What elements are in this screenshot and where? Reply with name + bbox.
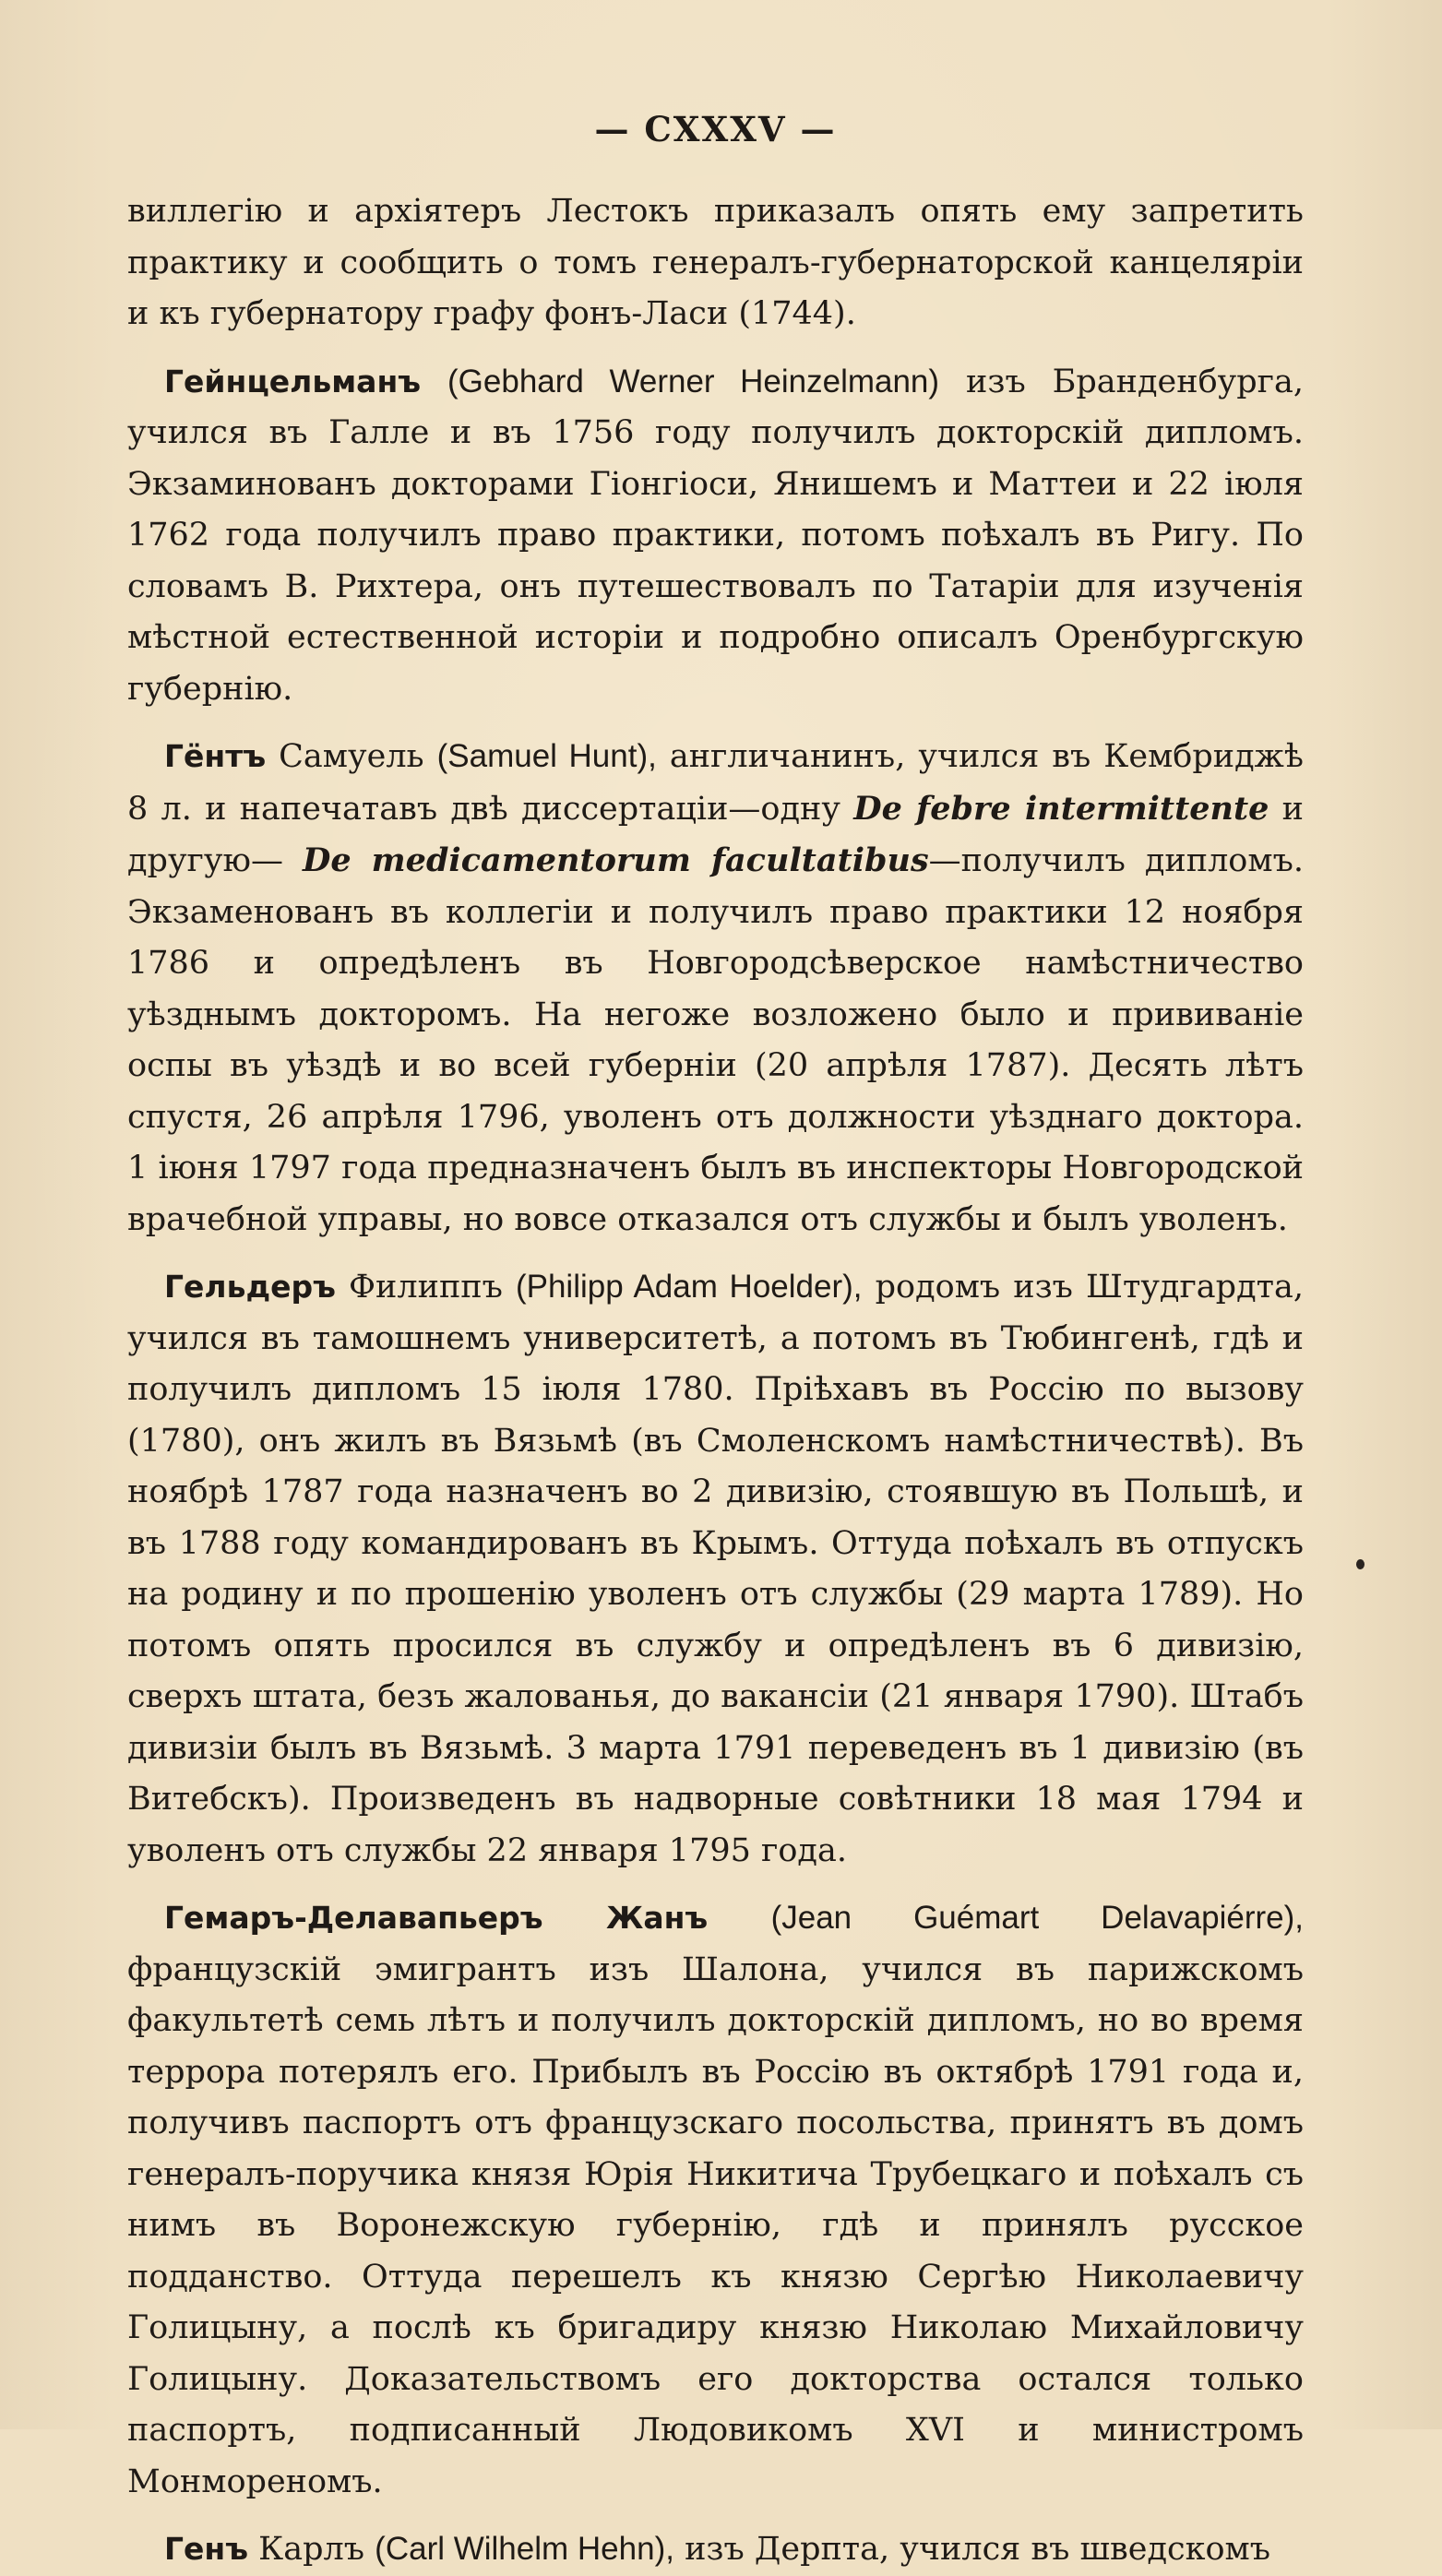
entry-guemart-delavapierre bbox=[127, 1892, 1304, 2508]
entry-given-name: Жанъ bbox=[605, 1900, 709, 1936]
entry-name: Гёнтъ bbox=[164, 738, 267, 774]
entry-text: изъ Дерпта, учился въ шведскомъ bbox=[685, 2531, 1271, 2568]
entry-latin-name: (Philipp Adam Hoelder), bbox=[515, 1269, 863, 1305]
entry-latin-name: (Carl Wilhelm Hehn), bbox=[375, 2531, 674, 2567]
entry-latin-name: (Gebhard Werner Heinzelmann) bbox=[447, 363, 940, 400]
entry-latin-name: (Samuel Hunt), bbox=[436, 738, 657, 774]
entry-name: Гемаръ-Делавапьеръ bbox=[164, 1900, 543, 1936]
page-number-header: — CXXXV — bbox=[594, 109, 837, 149]
entry-name: Гейнцельманъ bbox=[164, 363, 422, 400]
entry-text: и другую— bbox=[127, 790, 1304, 879]
entry-given-name: Филиппъ bbox=[349, 1269, 503, 1306]
entry-text: англичанинъ, учился въ Кембриджѣ 8 л. и напечатавъ двѣ диссертаціи—одну bbox=[127, 738, 1304, 828]
entry-name: Гельдеръ bbox=[164, 1269, 336, 1305]
entry-name: Генъ bbox=[164, 2531, 249, 2567]
entry-hunt bbox=[127, 731, 1304, 1246]
entry-given-name: Карлъ bbox=[258, 2531, 365, 2568]
dissertation-title: De medicamentorum facultatibus bbox=[302, 841, 929, 879]
entry-heinzelmann bbox=[127, 356, 1304, 716]
entry-text: —получилъ дипломъ. Экзаменованъ въ коллегіи и получилъ право практики 12 ноября 1786 и опредѣленъ въ Новгородсѣверское намѣстничество уѣзднымъ докторомъ. На негоже возложено было и прививаніе оспы въ уѣздѣ и во всей губерніи (20 апрѣля 1787). Десять лѣтъ спустя, 26 апрѣля 1796, уволенъ отъ должности уѣзднаго доктора. 1 іюня 1797 года предназначенъ былъ въ инспекторы Новгородской врачебной управы, но вовсе отказался отъ службы и былъ уволенъ. bbox=[127, 842, 1304, 1238]
dissertation-title: De febre intermittente bbox=[853, 789, 1269, 828]
entry-given-name: Самуель bbox=[279, 738, 424, 775]
paragraph-text: виллегію и архіятеръ Лестокъ приказалъ опять ему запретить практику и сообщить о томъ генералъ-губернаторской канцеляріи и къ губернатору графу фонъ-Ласи (1744). bbox=[127, 193, 1304, 332]
entry-hoelder bbox=[127, 1261, 1304, 1877]
entry-text: родомъ изъ Штудгардта, учился въ тамошнемъ университетѣ, а потомъ въ Тюбингенѣ, гдѣ и получилъ дипломъ 15 іюля 1780. Пріѣхавъ въ Россію по вызову (1780), онъ жилъ въ Вязьмѣ (въ Смоленскомъ намѣстничествѣ). Въ ноябрѣ 1787 года назначенъ во 2 дивизію, стоявшую въ Польшѣ, и въ 1788 году командированъ въ Крымъ. Оттуда поѣхалъ въ отпускъ на родину и по прошенію уволенъ отъ службы (29 марта 1789). Но потомъ опять просился въ службу и опредѣленъ въ 6 дивизію, сверхъ штата, безъ жалованья, до вакансіи (21 января 1790). Штабъ дивизіи былъ въ Вязьмѣ. 3 марта 1791 переведенъ въ 1 дивизію (въ Витебскъ). Произведенъ въ надворные совѣтники 18 мая 1794 и уволенъ отъ службы 22 января 1795 года. bbox=[127, 1269, 1304, 1869]
entry-text: французскій эмигрантъ изъ Шалона, учился въ парижскомъ факультетѣ семь лѣтъ и получилъ докторскій дипломъ, но во время террора потерялъ его. Прибылъ въ Россію въ октябрѣ 1791 года и, получивъ паспортъ отъ французскаго посольства, принятъ въ домъ генералъ-поручика князя Юрія Никитича Трубецкаго и поѣхалъ съ нимъ въ Воронежскую губернію, гдѣ и принялъ русское подданство. Оттуда перешелъ къ князю Сергѣю Николаевичу Голицыну, а послѣ къ бригадиру князю Николаю Михайловичу Голицыну. Доказательствомъ его докторства остался только паспортъ, подписанный Людовикомъ XVI и министромъ Монмореномъ. bbox=[127, 1950, 1304, 2500]
entry-hehn bbox=[127, 2523, 1304, 2576]
paragraph-continuation bbox=[127, 186, 1304, 340]
entry-latin-name: (Jean Guémart Delavapiérre), bbox=[770, 1900, 1304, 1936]
ink-spot bbox=[1356, 1559, 1365, 1569]
entry-text: изъ Бранденбурга, учился въ Галле и въ 1756 году получилъ докторскій дипломъ. Экзаминованъ докторами Гіонгіоси, Янишемъ и Маттеи и 22 іюля 1762 года получилъ право практики, потомъ поѣхалъ въ Ригу. По словамъ В. Рихтера, онъ путешествовалъ по Татаріи для изученія мѣстной естественной исторіи и подробно описалъ Оренбургскую губернію. bbox=[127, 363, 1304, 708]
